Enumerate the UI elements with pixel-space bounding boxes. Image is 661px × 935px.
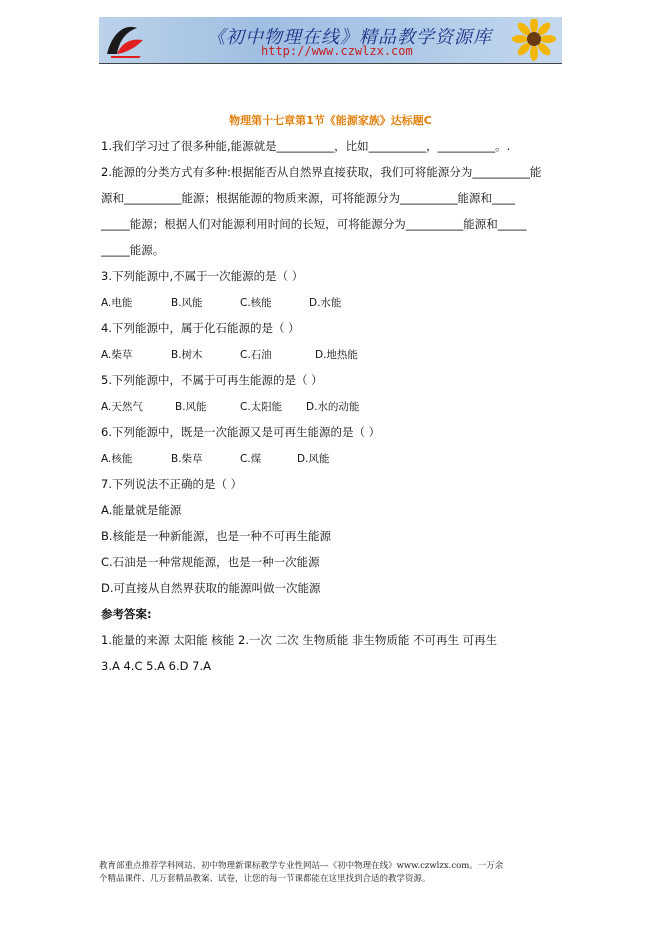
option-a: A.核能 <box>101 453 133 465</box>
option-b: B.风能 <box>171 297 203 309</box>
question-7-option-b: B.核能是一种新能源，也是一种不可再生能源 <box>101 529 332 543</box>
option-a: A.电能 <box>101 297 133 309</box>
question-4: 4.下列能源中，属于化石能源的是（ ） <box>101 321 300 335</box>
option-b: B.风能 <box>175 401 207 413</box>
site-title: 《初中物理在线》精品教学资源库 <box>207 27 492 48</box>
question-6: 6.下列能源中，既是一次能源又是可再生能源的是（ ） <box>101 425 381 439</box>
footer-line-2: 个精品课件、几万套精品教案、试卷，让您的每一节课都能在这里找到合适的教学资源。 <box>99 874 431 884</box>
answers-line-1: 1.能量的来源 太阳能 核能 2.一次 二次 生物质能 非生物质能 不可再生 可再生 <box>101 633 498 647</box>
site-logo-icon <box>103 20 147 60</box>
option-a: A.柴草 <box>101 349 133 361</box>
option-c: C.太阳能 <box>240 401 283 413</box>
question-2-line-2: 源和__________能源；根据能源的物质来源，可将能源分为__________能源和____ <box>101 191 515 205</box>
question-7-option-a: A.能量就是能源 <box>101 503 182 517</box>
option-b: B.柴草 <box>171 453 203 465</box>
option-c: C.煤 <box>240 453 262 465</box>
footer-line-1: 教育部重点推荐学科网站、初中物理新课标教学专业性网站---《初中物理在线》www.czwlzx.com。一万余 <box>99 861 504 871</box>
answers-line-2: 3.A 4.C 5.A 6.D 7.A <box>101 659 211 673</box>
option-a: A.天然气 <box>101 401 143 413</box>
option-d: D.水能 <box>309 297 342 309</box>
question-7-option-d: D.可直接从自然界获取的能源叫做一次能源 <box>101 581 321 595</box>
option-b: B.树木 <box>171 349 203 361</box>
question-1: 1.我们学习过了很多种能,能源就是__________，比如__________，__________。. <box>101 139 511 153</box>
site-url[interactable]: http://www.czwlzx.com <box>261 44 413 58</box>
question-3: 3.下列能源中,不属于一次能源的是（ ） <box>101 269 304 283</box>
document-title: 物理第十七章第1节《能源家族》达标题C <box>229 114 432 127</box>
question-2-line-4: _____能源。 <box>101 243 165 257</box>
question-7-option-c: C.石油是一种常规能源，也是一种一次能源 <box>101 555 320 569</box>
question-7: 7.下列说法不正确的是（ ） <box>101 477 243 491</box>
option-d: D.风能 <box>297 453 330 465</box>
option-c: C.核能 <box>240 297 272 309</box>
option-d: D.水的动能 <box>306 401 360 413</box>
question-2-line-3: _____能源；根据人们对能源利用时间的长短，可将能源分为__________能源和_____ <box>101 217 527 231</box>
footer <box>99 860 565 886</box>
sunflower-icon <box>500 19 560 63</box>
answers-heading: 参考答案: <box>101 607 152 621</box>
question-5: 5.下列能源中，不属于可再生能源的是（ ） <box>101 373 323 387</box>
header-banner <box>99 17 562 64</box>
question-2-line-1: 2.能源的分类方式有多种:根据能否从自然界直接获取，我们可将能源分为__________能 <box>101 165 542 179</box>
option-d: D.地热能 <box>315 349 358 361</box>
option-c: C.石油 <box>240 349 272 361</box>
